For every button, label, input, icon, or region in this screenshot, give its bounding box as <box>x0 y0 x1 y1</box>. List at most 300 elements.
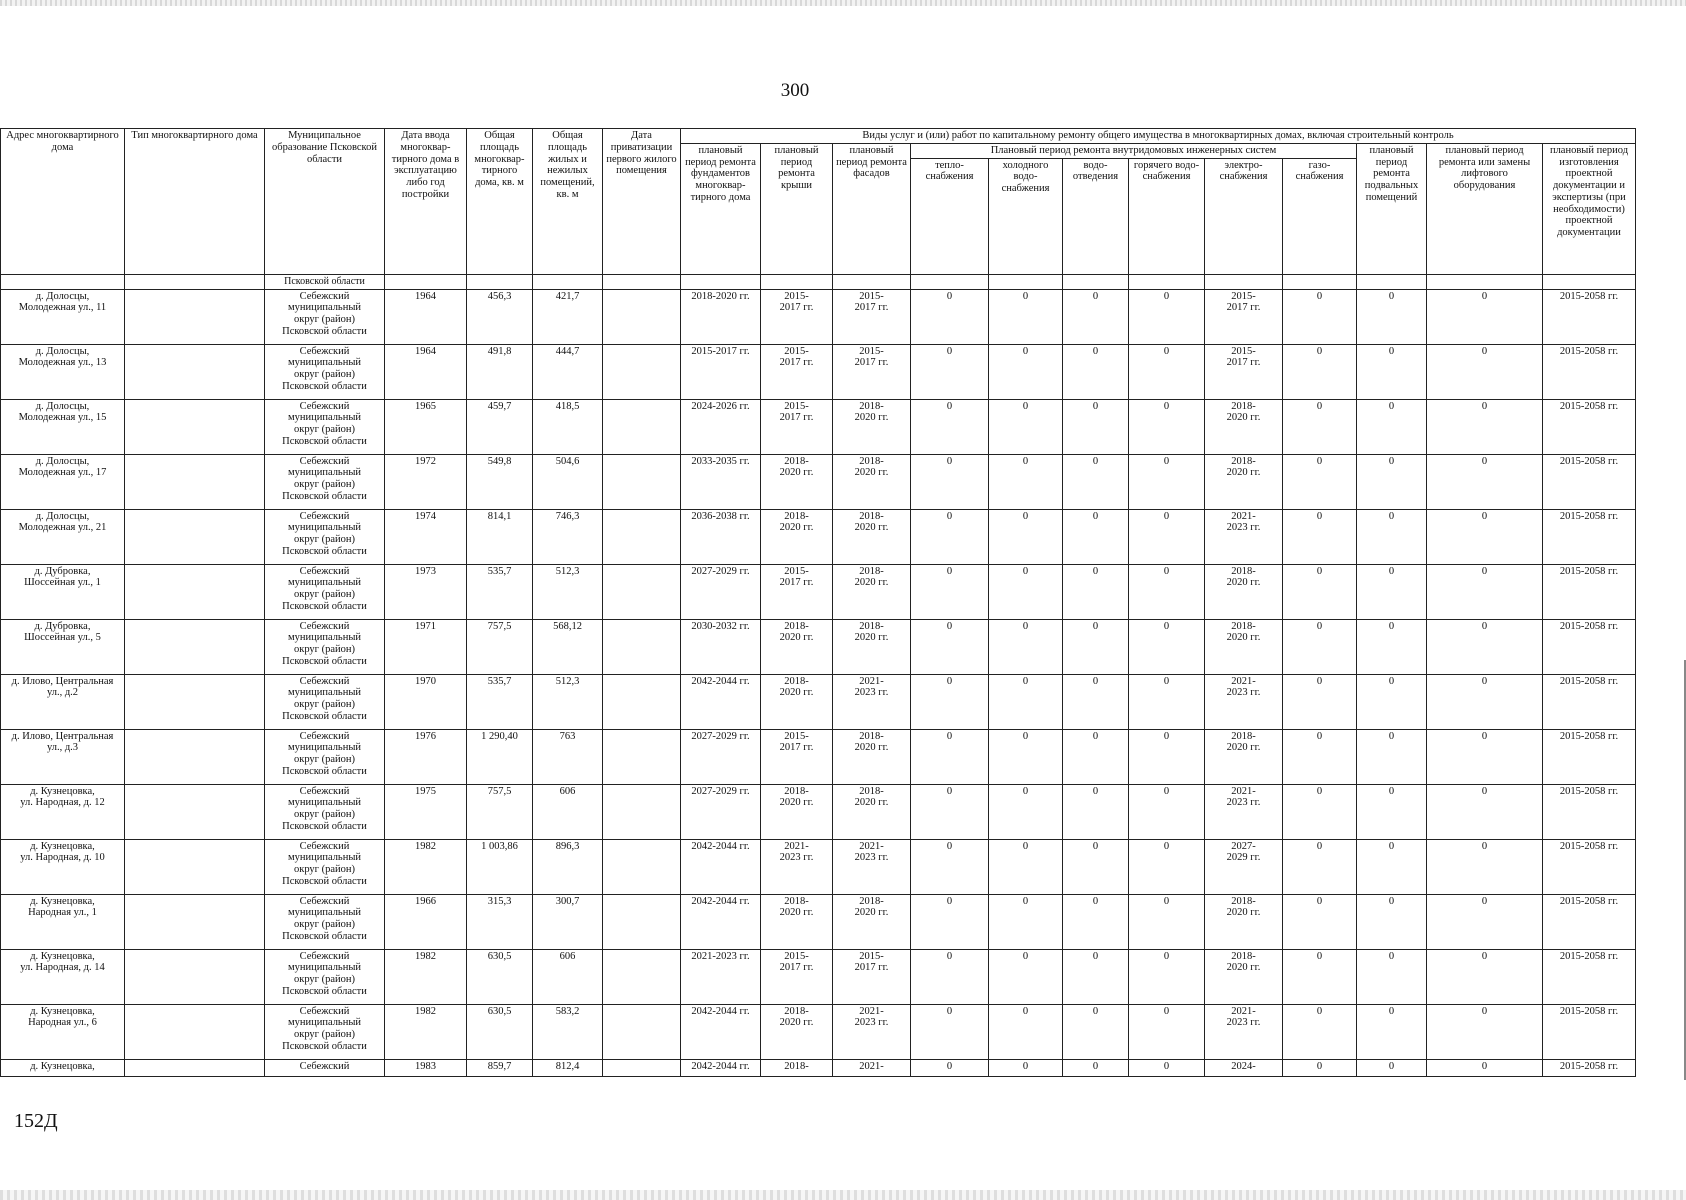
cell-cold-water: 0 <box>989 509 1063 564</box>
cell-facade-line: 2017 гг. <box>854 357 889 369</box>
cell-basement: 0 <box>1357 399 1427 454</box>
cell-privatization-date <box>603 509 681 564</box>
cell-roof-line: 2020 гг. <box>779 1017 814 1029</box>
cell-facade-line: 2018- <box>859 620 884 632</box>
cell-municipality <box>265 784 385 839</box>
cell-roof-line: 2015- <box>784 950 809 962</box>
cell-municipality <box>265 949 385 1004</box>
cell-municipality-line: округ (район) <box>293 479 356 490</box>
cell-electricity-line: 2020 гг. <box>1226 907 1261 919</box>
cell-electricity-line: 2023 гг. <box>1226 687 1261 699</box>
cell-drainage: 0 <box>1063 729 1129 784</box>
cell-address-line: д. Долосцы, <box>35 290 90 302</box>
cell-municipality-line: округ (район) <box>293 369 356 380</box>
cell-elevator: 0 <box>1427 619 1543 674</box>
cell-drainage: 0 <box>1063 674 1129 729</box>
cell-municipality-line: Псковской области <box>282 1040 367 1052</box>
cell-municipality-line: Себежский <box>299 345 350 357</box>
table-row <box>1 454 1636 509</box>
cell-address-line: д. Кузнецовка, <box>30 950 95 962</box>
sheet-code: 152Д <box>14 1110 58 1132</box>
cell-elevator: 0 <box>1427 894 1543 949</box>
cell-foundation: 2018-2020 гг. <box>681 289 761 344</box>
cell-basement: 0 <box>1357 729 1427 784</box>
cell-premises-area: 512,3 <box>533 564 603 619</box>
cell-drainage: 0 <box>1063 949 1129 1004</box>
cell-house-type <box>125 289 265 344</box>
cell-house-type <box>125 784 265 839</box>
cell-electricity-line: 2017 гг. <box>1226 357 1261 369</box>
cell-privatization-date <box>603 894 681 949</box>
cell-cold-water: 0 <box>989 399 1063 454</box>
cell-foundation: 2042-2044 гг. <box>681 1059 761 1076</box>
header-services-group: Виды услуг и (или) работ по капитальному ремонту общего имущества в многоквартирных домах, включая строительный контроль <box>681 129 1636 144</box>
cell-roof-line: 2018- <box>784 895 809 907</box>
cell-heating: 0 <box>911 454 989 509</box>
cell-design-docs: 2015-2058 гг. <box>1543 729 1636 784</box>
cell-municipality-line: Псковской области <box>282 875 367 887</box>
cell-year: 1974 <box>385 509 467 564</box>
cell-electricity-line: 2020 гг. <box>1226 962 1261 974</box>
cell-electricity-line: 2018- <box>1231 950 1256 962</box>
cell-municipality-line: Себежский <box>299 675 350 687</box>
cell-house-type <box>125 509 265 564</box>
cell-cold-water: 0 <box>989 949 1063 1004</box>
cell-roof-line: 2018- <box>784 455 809 467</box>
cell-municipality <box>265 839 385 894</box>
cell-electricity: 2024- <box>1205 1059 1283 1076</box>
cell-roof <box>761 1004 833 1059</box>
cell-facade <box>833 344 911 399</box>
cell-premises-area: 606 <box>533 949 603 1004</box>
cell-municipality-line: округ (район) <box>293 919 356 930</box>
cell-house-type <box>125 619 265 674</box>
cell-design-docs: 2015-2058 гг. <box>1543 1004 1636 1059</box>
cell-drainage: 0 <box>1063 289 1129 344</box>
cell-electricity-line: 2020 гг. <box>1226 467 1261 479</box>
cell-roof <box>761 454 833 509</box>
cell-facade <box>833 949 911 1004</box>
cell-municipality-line: округ (район) <box>293 864 356 875</box>
cell-elevator: 0 <box>1427 729 1543 784</box>
cell-gas: 0 <box>1283 1004 1357 1059</box>
cell-facade-line: 2020 гг. <box>854 467 889 479</box>
header-electricity: электро-снабжения <box>1205 158 1283 274</box>
cell-elevator: 0 <box>1427 509 1543 564</box>
cell-municipality-line: округ (район) <box>293 809 356 820</box>
cell-gas: 0 <box>1283 509 1357 564</box>
cell-municipality-line: Себежский <box>299 510 350 522</box>
header-cold-water: холодного водо-снабжения <box>989 158 1063 274</box>
cell-roof-line: 2020 гг. <box>779 907 814 919</box>
cell-privatization-date <box>603 619 681 674</box>
cell-total-area: 549,8 <box>467 454 533 509</box>
cell-roof <box>761 894 833 949</box>
cell-address-line: Шоссейная ул., 1 <box>24 577 101 589</box>
cell-address-line: Шоссейная ул., 5 <box>24 632 101 644</box>
cell-municipality-line: округ (район) <box>293 534 356 545</box>
cell-gas: 0 <box>1283 454 1357 509</box>
cell-municipality-line: муниципальный <box>287 632 362 644</box>
cell-drainage: 0 <box>1063 839 1129 894</box>
cell-gas: 0 <box>1283 839 1357 894</box>
cell-roof <box>761 949 833 1004</box>
cell-hot-water: 0 <box>1129 399 1205 454</box>
cell-municipality-line: Себежский <box>299 785 350 797</box>
cell-gas: 0 <box>1283 289 1357 344</box>
cell-municipality <box>265 894 385 949</box>
cell-facade-line: 2021- <box>859 1005 884 1017</box>
cell-electricity-line: 2020 гг. <box>1226 742 1261 754</box>
cell-drainage: 0 <box>1063 399 1129 454</box>
cell-gas: 0 <box>1283 399 1357 454</box>
header-total-area: Общая площадь многоквар-тирного дома, кв. м <box>467 129 533 275</box>
cell-municipality <box>265 289 385 344</box>
cell-hot-water: 0 <box>1129 344 1205 399</box>
cell-electricity <box>1205 564 1283 619</box>
cell-facade-line: 2017 гг. <box>854 302 889 314</box>
cell-cold-water: 0 <box>989 784 1063 839</box>
cell-municipality-line: муниципальный <box>287 907 362 919</box>
header-heating: тепло-снабжения <box>911 158 989 274</box>
cell-foundation: 2042-2044 гг. <box>681 894 761 949</box>
cell-hot-water: 0 <box>1129 454 1205 509</box>
cell-roof-line: 2015- <box>784 290 809 302</box>
cell-heating: 0 <box>911 894 989 949</box>
cell-house-type <box>125 344 265 399</box>
cell-foundation: 2042-2044 гг. <box>681 674 761 729</box>
cell-heating: 0 <box>911 344 989 399</box>
cell-gas: 0 <box>1283 674 1357 729</box>
cell-hot-water: 0 <box>1129 1004 1205 1059</box>
cell-design-docs: 2015-2058 гг. <box>1543 839 1636 894</box>
cell-municipality-line: муниципальный <box>287 852 362 864</box>
cell-roof <box>761 344 833 399</box>
cell-facade: 2021- <box>833 1059 911 1076</box>
cell-municipality-line: муниципальный <box>287 522 362 534</box>
cell-house-type <box>125 894 265 949</box>
cell-municipality <box>265 509 385 564</box>
cell-total-area: 491,8 <box>467 344 533 399</box>
cell-house-type <box>125 454 265 509</box>
cell-municipality-line: муниципальный <box>287 302 362 314</box>
cell-gas: 0 <box>1283 949 1357 1004</box>
cell-electricity <box>1205 729 1283 784</box>
cell-total-area: 757,5 <box>467 619 533 674</box>
cell-hot-water: 0 <box>1129 1059 1205 1076</box>
cell-gas: 0 <box>1283 784 1357 839</box>
cell-drainage: 0 <box>1063 619 1129 674</box>
cell-address-line: д. Кузнецовка, <box>30 895 95 907</box>
cell-cold-water: 0 <box>989 729 1063 784</box>
cell-roof-line: 2015- <box>784 345 809 357</box>
cell-address <box>1 784 125 839</box>
cell-house-type <box>125 949 265 1004</box>
cell-foundation: 2021-2023 гг. <box>681 949 761 1004</box>
cell-roof <box>761 729 833 784</box>
scan-edge-bottom <box>0 1190 1686 1200</box>
cell-municipality-line: Себежский <box>299 620 350 632</box>
cell-electricity-line: 2029 гг. <box>1226 852 1261 864</box>
cell-roof-line: 2017 гг. <box>779 962 814 974</box>
cell-design-docs: 2015-2058 гг. <box>1543 784 1636 839</box>
cell-drainage: 0 <box>1063 784 1129 839</box>
cell-total-area: 535,7 <box>467 564 533 619</box>
cell-privatization-date <box>603 729 681 784</box>
table-row <box>1 1004 1636 1059</box>
cell-address-line: ул. Народная, д. 14 <box>20 962 105 974</box>
cell-address-line: д. Илово, Центральная <box>11 730 114 742</box>
cell-address-line: ул. Народная, д. 12 <box>20 797 105 809</box>
cell-premises-area: 746,3 <box>533 509 603 564</box>
cell-roof <box>761 509 833 564</box>
cell-facade-line: 2015- <box>859 950 884 962</box>
cell-gas: 0 <box>1283 564 1357 619</box>
cell-municipality-line: округ (район) <box>293 644 356 655</box>
table-row <box>1 509 1636 564</box>
cell-municipality-line: Псковской области <box>282 710 367 722</box>
cell-address-line: Молодежная ул., 15 <box>18 412 107 424</box>
cell-cold-water: 0 <box>989 1004 1063 1059</box>
cell-electricity-line: 2021- <box>1231 675 1256 687</box>
cell-municipality-line: Себежский <box>299 565 350 577</box>
cell-hot-water: 0 <box>1129 564 1205 619</box>
cell-electricity-line: 2021- <box>1231 510 1256 522</box>
cell-address-line: Молодежная ул., 13 <box>18 357 107 369</box>
cell-facade-line: 2017 гг. <box>854 962 889 974</box>
cell-roof-line: 2015- <box>784 730 809 742</box>
table-row <box>1 894 1636 949</box>
cell-gas: 0 <box>1283 619 1357 674</box>
cell-total-area: 456,3 <box>467 289 533 344</box>
table-row-partial <box>1 1059 1636 1076</box>
cell-premises-area: 300,7 <box>533 894 603 949</box>
cell-municipality <box>265 564 385 619</box>
cell-address-line: д. Кузнецовка, <box>30 840 95 852</box>
cell-electricity <box>1205 784 1283 839</box>
table-row <box>1 289 1636 344</box>
cell-address-line: д. Кузнецовка, <box>30 1005 95 1017</box>
cell-electricity <box>1205 1004 1283 1059</box>
scan-edge-top <box>0 0 1686 6</box>
cell-electricity-line: 2021- <box>1231 1005 1256 1017</box>
cell-gas: 0 <box>1283 729 1357 784</box>
cell-premises-area: 418,5 <box>533 399 603 454</box>
cell-premises-area: 568,12 <box>533 619 603 674</box>
cell-year: 1970 <box>385 674 467 729</box>
cell-municipality <box>265 619 385 674</box>
cell-cold-water: 0 <box>989 289 1063 344</box>
cell-roof-line: 2020 гг. <box>779 687 814 699</box>
cell-foundation: 2042-2044 гг. <box>681 839 761 894</box>
header-address: Адрес многоквартирного дома <box>1 129 125 275</box>
cell-privatization-date <box>603 949 681 1004</box>
cell-address-line: д. Долосцы, <box>35 455 90 467</box>
cell-municipality-line: муниципальный <box>287 577 362 589</box>
table-row <box>1 949 1636 1004</box>
cell-municipality-line: Псковской области <box>282 820 367 832</box>
cell-electricity-line: 2015- <box>1231 345 1256 357</box>
cell-facade-line: 2015- <box>859 345 884 357</box>
cell-roof <box>761 289 833 344</box>
cell-roof <box>761 399 833 454</box>
cell-municipality-line: Псковской области <box>282 600 367 612</box>
cell-address <box>1 289 125 344</box>
cell-heating: 0 <box>911 289 989 344</box>
cell-municipality-line: муниципальный <box>287 742 362 754</box>
cell-electricity-line: 2020 гг. <box>1226 632 1261 644</box>
cell-address-line: Молодежная ул., 21 <box>18 522 107 534</box>
cell-foundation: 2033-2035 гг. <box>681 454 761 509</box>
cell-basement: 0 <box>1357 619 1427 674</box>
cell-municipality <box>265 344 385 399</box>
cell-heating: 0 <box>911 509 989 564</box>
capital-repair-table <box>0 128 1636 1077</box>
cell-facade <box>833 564 911 619</box>
cell-elevator: 0 <box>1427 674 1543 729</box>
cell-address <box>1 729 125 784</box>
cell-elevator: 0 <box>1427 454 1543 509</box>
cell-electricity-line: 2021- <box>1231 785 1256 797</box>
cell-address-line: д. Дубровка, <box>34 565 91 577</box>
cell-electricity <box>1205 894 1283 949</box>
cell-municipality-line: Себежский <box>299 730 350 742</box>
cell-municipality-line: округ (район) <box>293 314 356 325</box>
cell-design-docs: 2015-2058 гг. <box>1543 1059 1636 1076</box>
cell-basement: 0 <box>1357 949 1427 1004</box>
cell-heating: 0 <box>911 784 989 839</box>
cell-privatization-date <box>603 784 681 839</box>
cell-address <box>1 619 125 674</box>
cell-heating: 0 <box>911 839 989 894</box>
cell-year: 1972 <box>385 454 467 509</box>
cell-municipality-line: округ (район) <box>293 974 356 985</box>
cell-basement: 0 <box>1357 289 1427 344</box>
cell-facade <box>833 894 911 949</box>
cell-address <box>1 509 125 564</box>
cell-facade <box>833 784 911 839</box>
cell-year: 1971 <box>385 619 467 674</box>
cell-elevator: 0 <box>1427 784 1543 839</box>
cell-facade-line: 2021- <box>859 840 884 852</box>
header-privatization-date: Дата приватизации первого жилого помещения <box>603 129 681 275</box>
cell-roof-line: 2017 гг. <box>779 742 814 754</box>
cell-heating: 0 <box>911 729 989 784</box>
cell-municipality-line: Себежский <box>299 290 350 302</box>
cell-year: 1964 <box>385 344 467 399</box>
cell-municipality: Себежский <box>265 1059 385 1076</box>
cell-municipality-line: Псковской области <box>282 435 367 447</box>
cell-facade-line: 2020 гг. <box>854 577 889 589</box>
cell-municipality-line: муниципальный <box>287 467 362 479</box>
cell-cold-water: 0 <box>989 564 1063 619</box>
cell-municipality-line: муниципальный <box>287 962 362 974</box>
cell-address <box>1 949 125 1004</box>
cell-electricity <box>1205 289 1283 344</box>
cell-electricity-line: 2027- <box>1231 840 1256 852</box>
cell-year: 1966 <box>385 894 467 949</box>
header-commission-date: Дата ввода многоквар-тирного дома в эксплуатацию либо год постройки <box>385 129 467 275</box>
cell-house-type <box>125 729 265 784</box>
cell-house-type <box>125 674 265 729</box>
cell-heating: 0 <box>911 564 989 619</box>
cell-facade-line: 2020 гг. <box>854 412 889 424</box>
cell-cold-water: 0 <box>989 619 1063 674</box>
cell-design-docs: 2015-2058 гг. <box>1543 949 1636 1004</box>
cell-privatization-date <box>603 289 681 344</box>
cell-electricity-line: 2015- <box>1231 290 1256 302</box>
cell-facade-line: 2020 гг. <box>854 522 889 534</box>
cell-address <box>1 839 125 894</box>
header-elevator: плановый период ремонта или замены лифтового оборудования <box>1427 143 1543 274</box>
cell-elevator: 0 <box>1427 344 1543 399</box>
cell-premises-area: 421,7 <box>533 289 603 344</box>
cell-total-area: 814,1 <box>467 509 533 564</box>
cell-address <box>1 674 125 729</box>
cell-design-docs: 2015-2058 гг. <box>1543 399 1636 454</box>
cell-cold-water: 0 <box>989 894 1063 949</box>
cell-facade <box>833 1004 911 1059</box>
cell-design-docs: 2015-2058 гг. <box>1543 344 1636 399</box>
cell-roof-line: 2020 гг. <box>779 522 814 534</box>
cell-address <box>1 894 125 949</box>
cell-electricity-line: 2023 гг. <box>1226 797 1261 809</box>
cell-hot-water: 0 <box>1129 949 1205 1004</box>
cell-facade <box>833 619 911 674</box>
cell-address-line: д. Дубровка, <box>34 620 91 632</box>
cell-facade <box>833 839 911 894</box>
cell-address <box>1 454 125 509</box>
cell-facade-line: 2020 гг. <box>854 742 889 754</box>
cell-privatization-date <box>603 1004 681 1059</box>
table-row <box>1 674 1636 729</box>
cell-house-type <box>125 1059 265 1076</box>
cell-municipality-line: муниципальный <box>287 797 362 809</box>
cell-year: 1976 <box>385 729 467 784</box>
cell-basement: 0 <box>1357 454 1427 509</box>
cell-municipality-line: Псковской области <box>282 380 367 392</box>
cell-facade <box>833 454 911 509</box>
cell-roof-line: 2020 гг. <box>779 797 814 809</box>
cell-heating: 0 <box>911 619 989 674</box>
table-row <box>1 729 1636 784</box>
cell-electricity <box>1205 619 1283 674</box>
cell-basement: 0 <box>1357 839 1427 894</box>
cell-roof-line: 2018- <box>784 620 809 632</box>
cell-roof <box>761 784 833 839</box>
cell-elevator: 0 <box>1427 839 1543 894</box>
cell-heating: 0 <box>911 1004 989 1059</box>
cell-total-area: 459,7 <box>467 399 533 454</box>
cell-design-docs: 2015-2058 гг. <box>1543 564 1636 619</box>
cell-municipality-line: округ (район) <box>293 424 356 435</box>
header-house-type: Тип многоквартирного дома <box>125 129 265 275</box>
cell-address <box>1 344 125 399</box>
cell-design-docs: 2015-2058 гг. <box>1543 289 1636 344</box>
cell-hot-water: 0 <box>1129 509 1205 564</box>
cell-elevator: 0 <box>1427 1059 1543 1076</box>
cell-roof-line: 2020 гг. <box>779 632 814 644</box>
cell-hot-water: 0 <box>1129 784 1205 839</box>
cell-cold-water: 0 <box>989 674 1063 729</box>
cell-electricity-line: 2018- <box>1231 730 1256 742</box>
cell-electricity-line: 2018- <box>1231 895 1256 907</box>
cell-facade <box>833 729 911 784</box>
cell-hot-water: 0 <box>1129 729 1205 784</box>
cell-foundation: 2024-2026 гг. <box>681 399 761 454</box>
cell-municipality <box>265 399 385 454</box>
cell-roof-line: 2015- <box>784 565 809 577</box>
